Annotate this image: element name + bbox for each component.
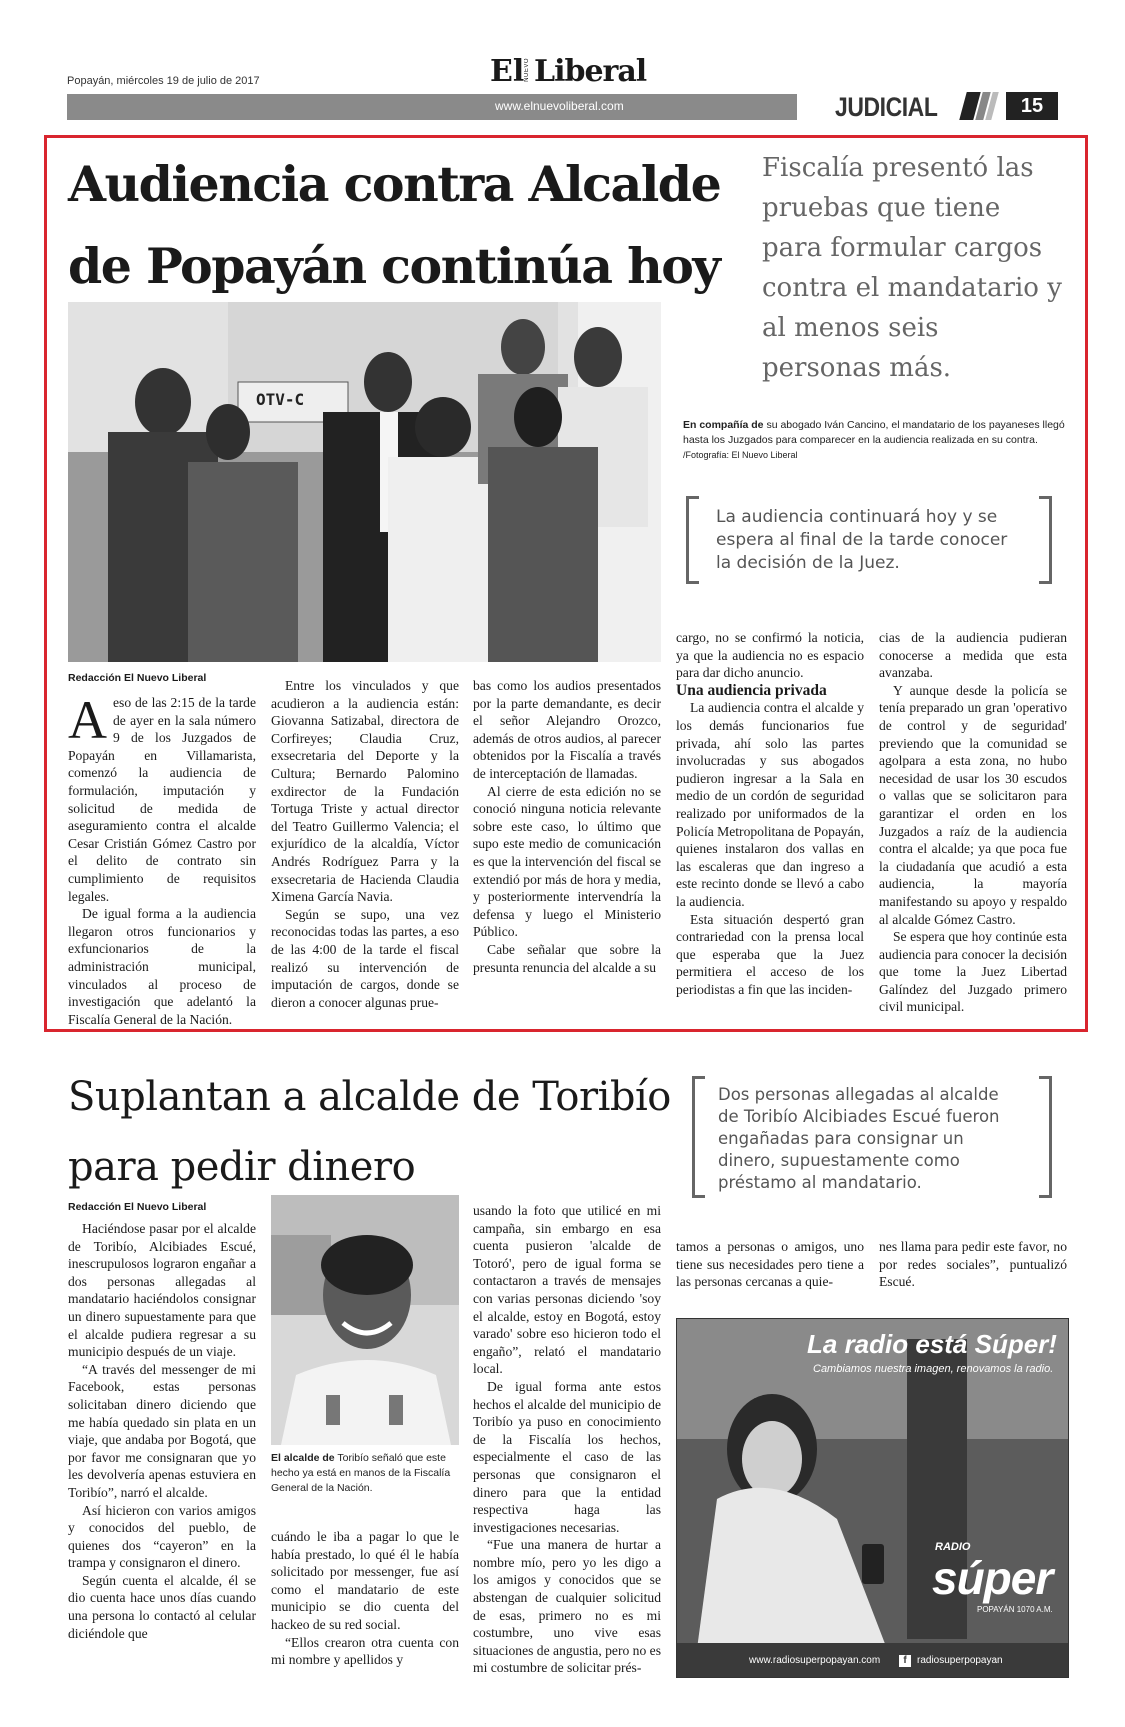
article2-col1-p2: “A través del messenger de mi Facebook, estas personas solicitaban dinero diciendo que me había quedado sin plata en un viaje, que andaba por Bogotá, que por favor me consignaran que yo les devolvería apenas estuviera en Toribío”, narró el alcalde.: [68, 1361, 256, 1500]
article2-portrait-illustration: [271, 1195, 459, 1445]
article1-col3-p3: Cabe señalar que sobre la presunta renuncia del alcalde a su: [473, 941, 661, 975]
article1-deck: Fiscalía presentó las pruebas que tiene para formular cargos contra el mandatario y al menos seis personas más.: [762, 153, 1062, 383]
article2-column-3: [473, 1202, 661, 1677]
ad-brand-radio: RADIO: [935, 1541, 971, 1553]
article1-col5-p3: Se espera que hoy continúe esta audiencia para conocer la decisión que tome la Juez Libertad Galíndez del Juzgado primero civil municipal.: [879, 929, 1067, 1015]
article2-col3-p2: De igual forma ante estos hechos el alcalde del municipio de Toribío ya puso en conocimiento de la Fiscalía los hechos, especialmente el caso de las personas que consignaron el dinero para que la entidad respectiva haga las investigaciones necesarias.: [473, 1378, 661, 1535]
article1-headline-line2: de Popayán continúa hoy: [68, 237, 720, 295]
article2-photo-caption: [271, 1451, 459, 1496]
radio-super-ad[interactable]: [676, 1318, 1069, 1678]
article1-col3-p1: bas como los audios presentados por la parte demandante, es decir el señor Alejandro Orozco, además de otros audios, al parecer obtenidos por la Fiscalía a través de interceptación de llamadas.: [473, 678, 661, 781]
article2-headline-line1: Suplantan a alcalde de Toribío: [68, 1074, 671, 1120]
article2-col1-p3: Así hicieron con varios amigos y conocidos del pueblo, de quienes dos “cayeron” en la trampa y consignaron el dinero.: [68, 1502, 256, 1571]
logo-nuevo: NUEVO: [524, 58, 530, 82]
article1-column-3: [473, 677, 661, 976]
article1-col5-p1: cias de la audiencia pudieran conocerse a medida que esta avanzaba.: [879, 630, 1067, 681]
article2-col3-p3: “Fue una manera de hurtar a nombre mío, pero yo les digo a los amigos y conocidos que se abstengan de cualquier solicitud de esas, primero no es mi costumbre, uno vive esas situaciones de angustia, pero no es mi costumbre de solicitar prés-: [473, 1537, 661, 1676]
article2-col1-p4: Según cuenta el alcalde, él se dio cuenta hace unos días cuando una persona lo contactó al celular diciéndole que: [68, 1572, 256, 1641]
pullquote-bracket-right: [1039, 496, 1052, 584]
article2-caption-text: Toribío señaló que este hecho ya está en manos de la Fiscalía General de la Nación.: [271, 1452, 451, 1494]
article2-column-4: [676, 1238, 864, 1291]
article2-pullquote: [692, 1076, 1052, 1198]
article1-byline: Redacción El Nuevo Liberal: [68, 672, 207, 684]
article1-caption-text: su abogado Iván Cancino, el mandatario de los payaneses llegó hasta los Juzgados para comparecer en la audiencia realizada en su contra.: [683, 419, 1065, 446]
pullquote2-bracket-left: [692, 1076, 705, 1198]
article1-photo: [68, 302, 661, 662]
ad-facebook[interactable]: radiosuperpopayan: [917, 1655, 1003, 1666]
ad-website[interactable]: www.radiosuperpopayan.com: [749, 1655, 881, 1666]
article2-column-2: [271, 1528, 459, 1669]
article2-col3-p1: usando la foto que utilicé en mi campaña, sin embargo en esa cuenta pusieron 'alcalde de Totoró', pero de igual forma se contactaron a través de mensajes con varias personas diciendo 'soy el alcalde, estoy en Bogotá, estoy varado' sobre eso hicieron todo el engaño”, relató el mandatario local.: [473, 1203, 661, 1377]
article2-byline: Redacción El Nuevo Liberal: [68, 1201, 207, 1213]
article1-pullquote: [686, 496, 1052, 584]
pullquote-bracket-left: [686, 496, 699, 584]
article2-col4-p1: tamos a personas o amigos, uno tiene sus necesidades pero tiene a las personas cercanas a quie-: [676, 1239, 864, 1290]
article1-col1-p2: De igual forma a la audiencia llegaron otros funcionarios y exfuncionarios de la administración municipal, vinculados al proceso de investigación que adelantó la Fiscalía General de la Nación.: [68, 906, 256, 1027]
article1-photo-illustration: [68, 302, 661, 662]
page-number: 15: [1006, 92, 1058, 120]
article1-photo-plate: OTV-C: [256, 390, 305, 409]
section-label: JUDICIAL: [835, 92, 938, 122]
article1-subhead: Una audiencia privada: [676, 681, 827, 699]
article1-headline-line1: Audiencia contra Alcalde: [68, 155, 721, 213]
article2-col2-p2: “Ellos crearon otra cuenta con mi nombre y apellidos y: [271, 1634, 459, 1668]
header-website[interactable]: www.elnuevoliberal.com: [495, 99, 624, 113]
article1-col2-p1: Entre los vinculados y que acudieron a la audiencia están: Giovanna Satizabal, directora de Corfireyes; Claudia Cruz, exsecretaria del Deporte y la Cultura; Bernardo Palomino exdirector de la Fundación Tortuga Triste y actual director del Teatro Guillermo Valencia; el exjurídico de la alcaldía, Víctor Andrés Rodríguez Parra y la exsecretaria de Hacienda Claudia Ximena García Navia.: [271, 678, 459, 905]
dropcap: A: [68, 690, 107, 750]
ad-brand-city: POPAYÁN 1070 A.M.: [977, 1605, 1053, 1614]
facebook-icon: f: [899, 1655, 911, 1667]
article1-caption-bold: En compañía de: [683, 419, 764, 431]
article1-photo-caption: [683, 418, 1073, 463]
header-bar: [67, 94, 797, 120]
article1-col4-p2: La audiencia contra el alcalde y los demás funcionarios fue privada, ahí solo las partes involucradas y sus abogados pudieron ingresar a la Sala en medio de un cordón de seguridad realizado por uniformados de la Policía Metropolitana de Popayán, quienes instalaron dos vallas en las escaleras que dan ingreso a este recinto donde se llevó a cabo la audiencia.: [676, 700, 865, 909]
article1-column-1: [68, 690, 256, 1028]
article1-col2-p2: Según se supo, una vez reconocidas todas las partes, a eso de las 4:00 de la tarde el fiscal realizó su intervención de imputación de cargos, donde se dieron a conocer algunas prue-: [271, 906, 459, 1010]
pullquote2-bracket-right: [1039, 1076, 1052, 1198]
logo-el: El: [490, 54, 525, 89]
article1-col5-p2: Y aunque desde la policía se tenía preparado un gran 'operativo de control y de seguridad' previendo que la comunidad se agolpara a esta zona, no hubo necesidad de usar los 30 escudos o vallas que se solicitaron para garantizar el orden en los Juzgados a raíz de la audiencia contra el alcalde; ya que poca fue la ciudadanía que acudió a esta audiencia, la mayoría manifestando su apoyo y respaldo al alcalde Gómez Castro.: [879, 682, 1067, 927]
article2-headline: [68, 1062, 688, 1202]
article1-column-4: [676, 629, 864, 998]
ad-subtagline: Cambiamos nuestra imagen, renovamos la radio.: [813, 1363, 1054, 1375]
logo-liberal: Liberal: [534, 54, 647, 89]
article1-col3-p2: Al cierre de esta edición no se conoció ninguna noticia relevante sobre este caso, lo último que supo este medio de comunicación es que la intervención del fiscal se extendió por más de hora y media, y posteriormente intervendría la defensa y luego el Ministerio Público.: [473, 783, 661, 940]
article1-col4-p3: Esta situación despertó gran contrariedad con la prensa local que esperaba que la Juez permitiera el acceso de los periodistas a fin que las inciden-: [676, 911, 864, 997]
article2-col1-p1: Haciéndose pasar por el alcalde de Toribío, Alcibiades Escué, inescrupulosos lograron engañar a dos personas allegadas al mandatario haciéndolos consignar un dinero supuestamente para que el alcalde pudiera regresar a su municipio después de un viaje.: [68, 1221, 256, 1360]
header-date: Popayán, miércoles 19 de julio de 2017: [67, 75, 260, 87]
article2-headline-line2: para pedir dinero: [68, 1144, 416, 1190]
ad-brand-super: súper: [932, 1552, 1053, 1604]
article1-caption-credit: /Fotografía: El Nuevo Liberal: [683, 450, 798, 460]
article2-pullquote-text: Dos personas allegadas al alcalde de Toribío Alcibiades Escué fueron engañadas para consignar un dinero, supuestamente como préstamo al mandatario.: [718, 1085, 1000, 1192]
article2-photo: [271, 1195, 459, 1445]
masthead-logo: [490, 56, 650, 90]
article2-col2-p1: cuándo le iba a pagar lo que le había prestado, lo qué él le había solicitado por messenger, fue así como el mandatario de este municipio se dio cuenta del hackeo de su red social.: [271, 1529, 459, 1632]
article2-caption-bold: El alcalde de: [271, 1452, 335, 1464]
article1-headline: [68, 143, 728, 307]
article1-col4-p1: cargo, no se confirmó la noticia, ya que la audiencia no es espacio para dar dicho anuncio.: [676, 630, 864, 681]
article2-col5-p1: nes llama para pedir este favor, no por redes sociales”, puntualizó Escué.: [879, 1239, 1067, 1290]
article2-column-5: [879, 1238, 1067, 1291]
article1-col1-p1: eso de las 2:15 de la tarde de ayer en la sala número 9 de los Juzgados de Popayán en Villamarista, comenzó la audiencia de formulación, imputación y solicitud de medida de aseguramiento contra el alcalde Cesar Cristián Gómez Castro por el delito de contrato sin cumplimiento de requisitos legales.: [68, 695, 256, 904]
article1-pullquote-text: La audiencia continuará hoy y se espera al final de la tarde conocer la decisión de la Juez.: [716, 507, 1008, 573]
article1-column-5: [879, 629, 1067, 1016]
article1-column-2: [271, 677, 459, 1011]
article2-column-1: [68, 1220, 256, 1642]
section-stripes: [963, 92, 1003, 120]
ad-tagline: La radio está Súper!: [807, 1329, 1057, 1359]
